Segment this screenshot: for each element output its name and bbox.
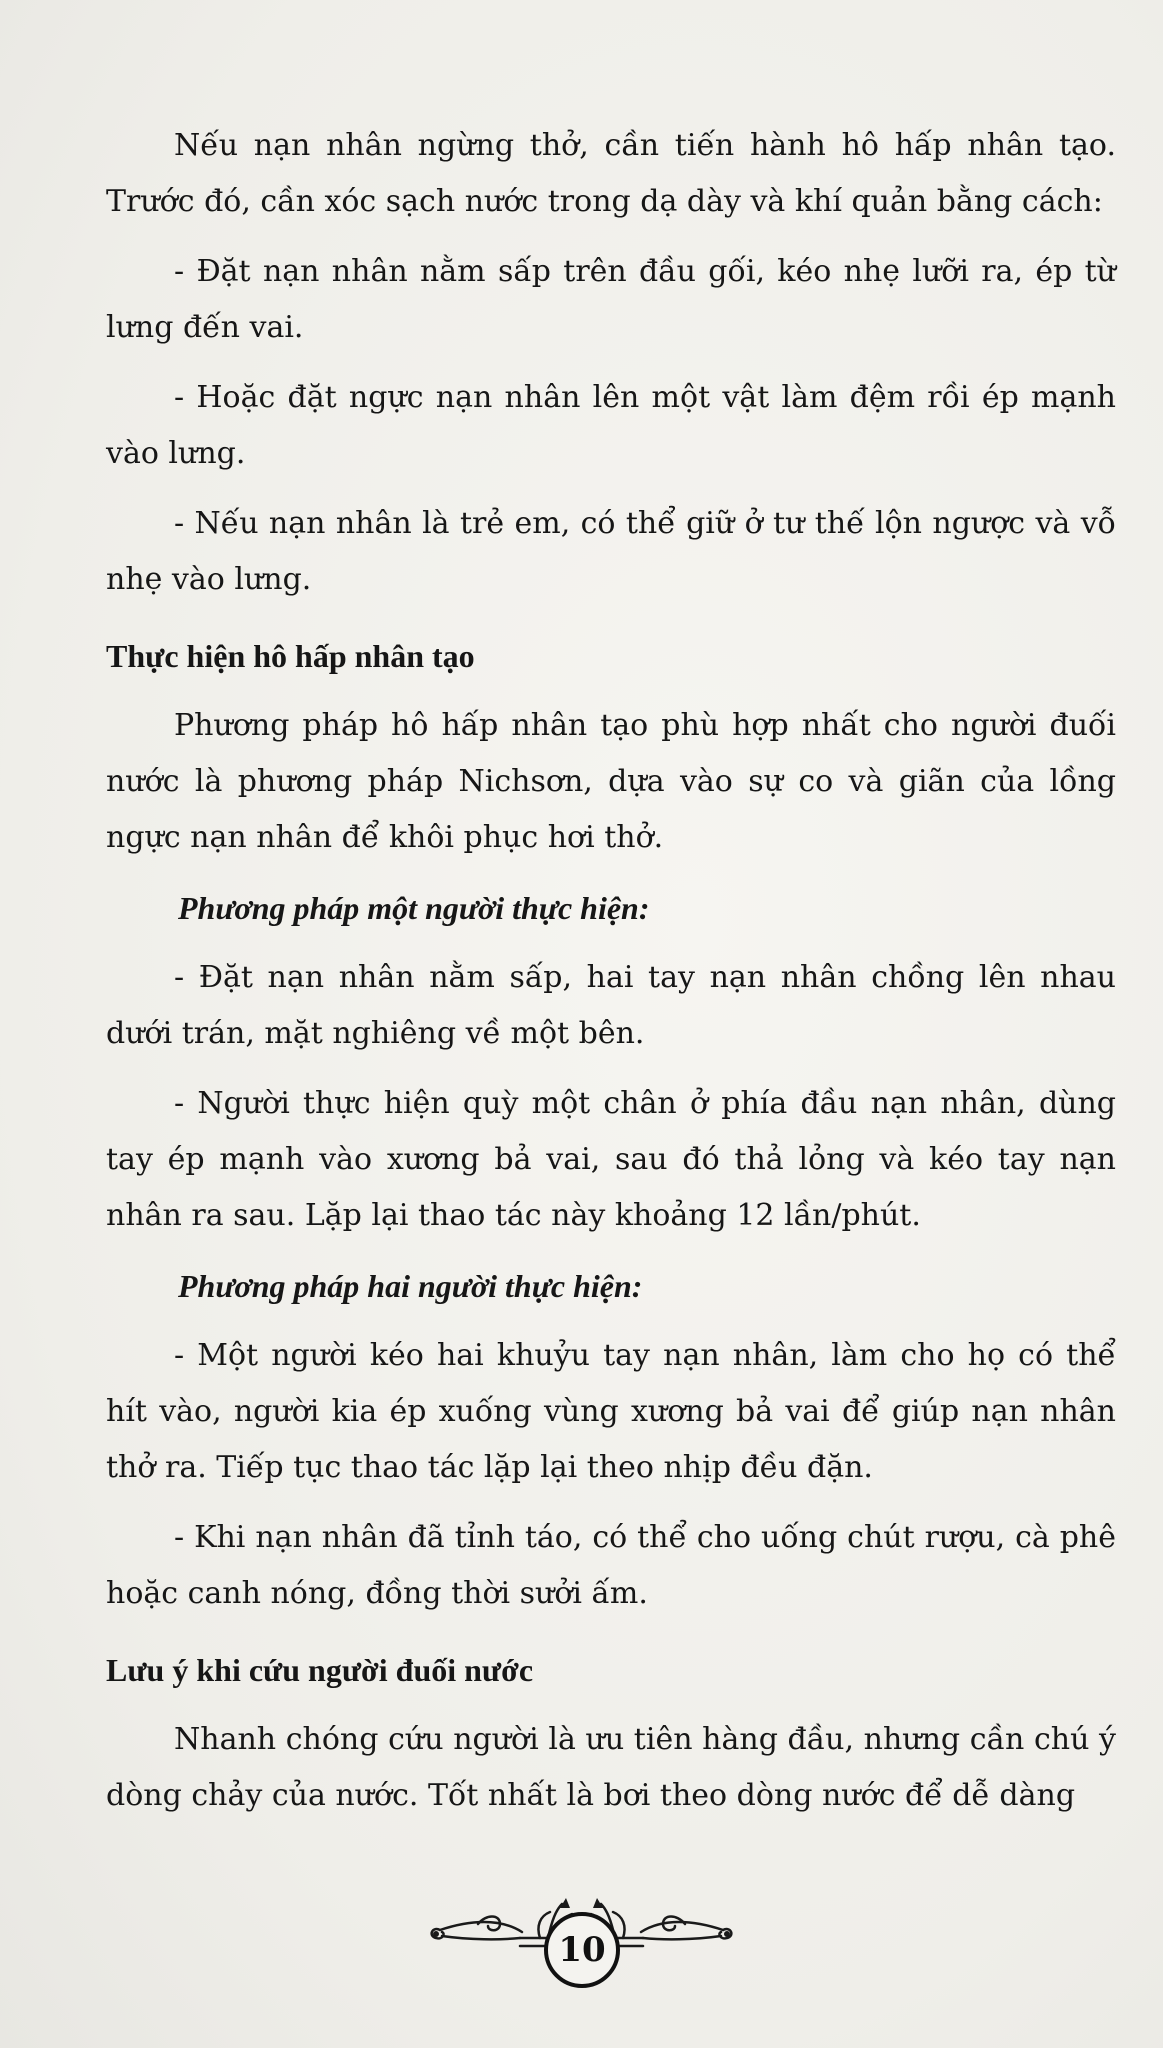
paragraph-step: - Đặt nạn nhân nằm sấp, hai tay nạn nhân chồng lên nhau dưới trán, mặt nghiêng về một bên. <box>106 960 1116 1051</box>
section-heading-artificial-respiration: Thực hiện hô hấp nhân tạo <box>106 638 475 674</box>
paragraph-intro: Nếu nạn nhân ngừng thở, cần tiến hành hô hấp nhân tạo. Trước đó, cần xóc sạch nước trong dạ dày và khí quản bằng cách: <box>106 128 1116 219</box>
page-number: 10 <box>558 1930 606 1970</box>
section-heading-rescue-notes: Lưu ý khi cứu người đuối nước <box>106 1652 534 1688</box>
subheading-two-person-method: Phương pháp hai người thực hiện: <box>178 1268 643 1304</box>
paragraph-step: - Hoặc đặt ngực nạn nhân lên một vật làm đệm rồi ép mạnh vào lưng. <box>106 380 1116 471</box>
page-footer <box>0 1880 1163 1990</box>
subheading-one-person-method: Phương pháp một người thực hiện: <box>178 890 650 926</box>
paragraph-step: - Khi nạn nhân đã tỉnh táo, có thể cho uống chút rượu, cà phê hoặc canh nóng, đồng thời sưởi ấm. <box>106 1520 1116 1611</box>
paragraph-step: - Đặt nạn nhân nằm sấp trên đầu gối, kéo nhẹ lưỡi ra, ép từ lưng đến vai. <box>106 254 1116 345</box>
paragraph-rescue-notes: Nhanh chóng cứu người là ưu tiên hàng đầu, nhưng cần chú ý dòng chảy của nước. Tốt nhất là bơi theo dòng nước để dễ dàng <box>106 1722 1116 1813</box>
paragraph-step: - Người thực hiện quỳ một chân ở phía đầu nạn nhân, dùng tay ép mạnh vào xương bả vai, sau đó thả lỏng và kéo tay nạn nhân ra sau. Lặp lại thao tác này khoảng 12 lần/phút. <box>106 1086 1116 1233</box>
paragraph-step: - Nếu nạn nhân là trẻ em, có thể giữ ở tư thế lộn ngược và vỗ nhẹ vào lưng. <box>106 506 1116 597</box>
paragraph-step: - Một người kéo hai khuỷu tay nạn nhân, làm cho họ có thể hít vào, người kia ép xuống vùng xương bả vai để giúp nạn nhân thở ra. Tiếp tục thao tác lặp lại theo nhịp đều đặn. <box>106 1338 1116 1485</box>
page-body <box>106 118 1116 1838</box>
paragraph-method-intro: Phương pháp hô hấp nhân tạo phù hợp nhất cho người đuối nước là phương pháp Nichsơn, dựa vào sự co và giãn của lồng ngực nạn nhân để khôi phục hơi thở. <box>106 708 1116 855</box>
